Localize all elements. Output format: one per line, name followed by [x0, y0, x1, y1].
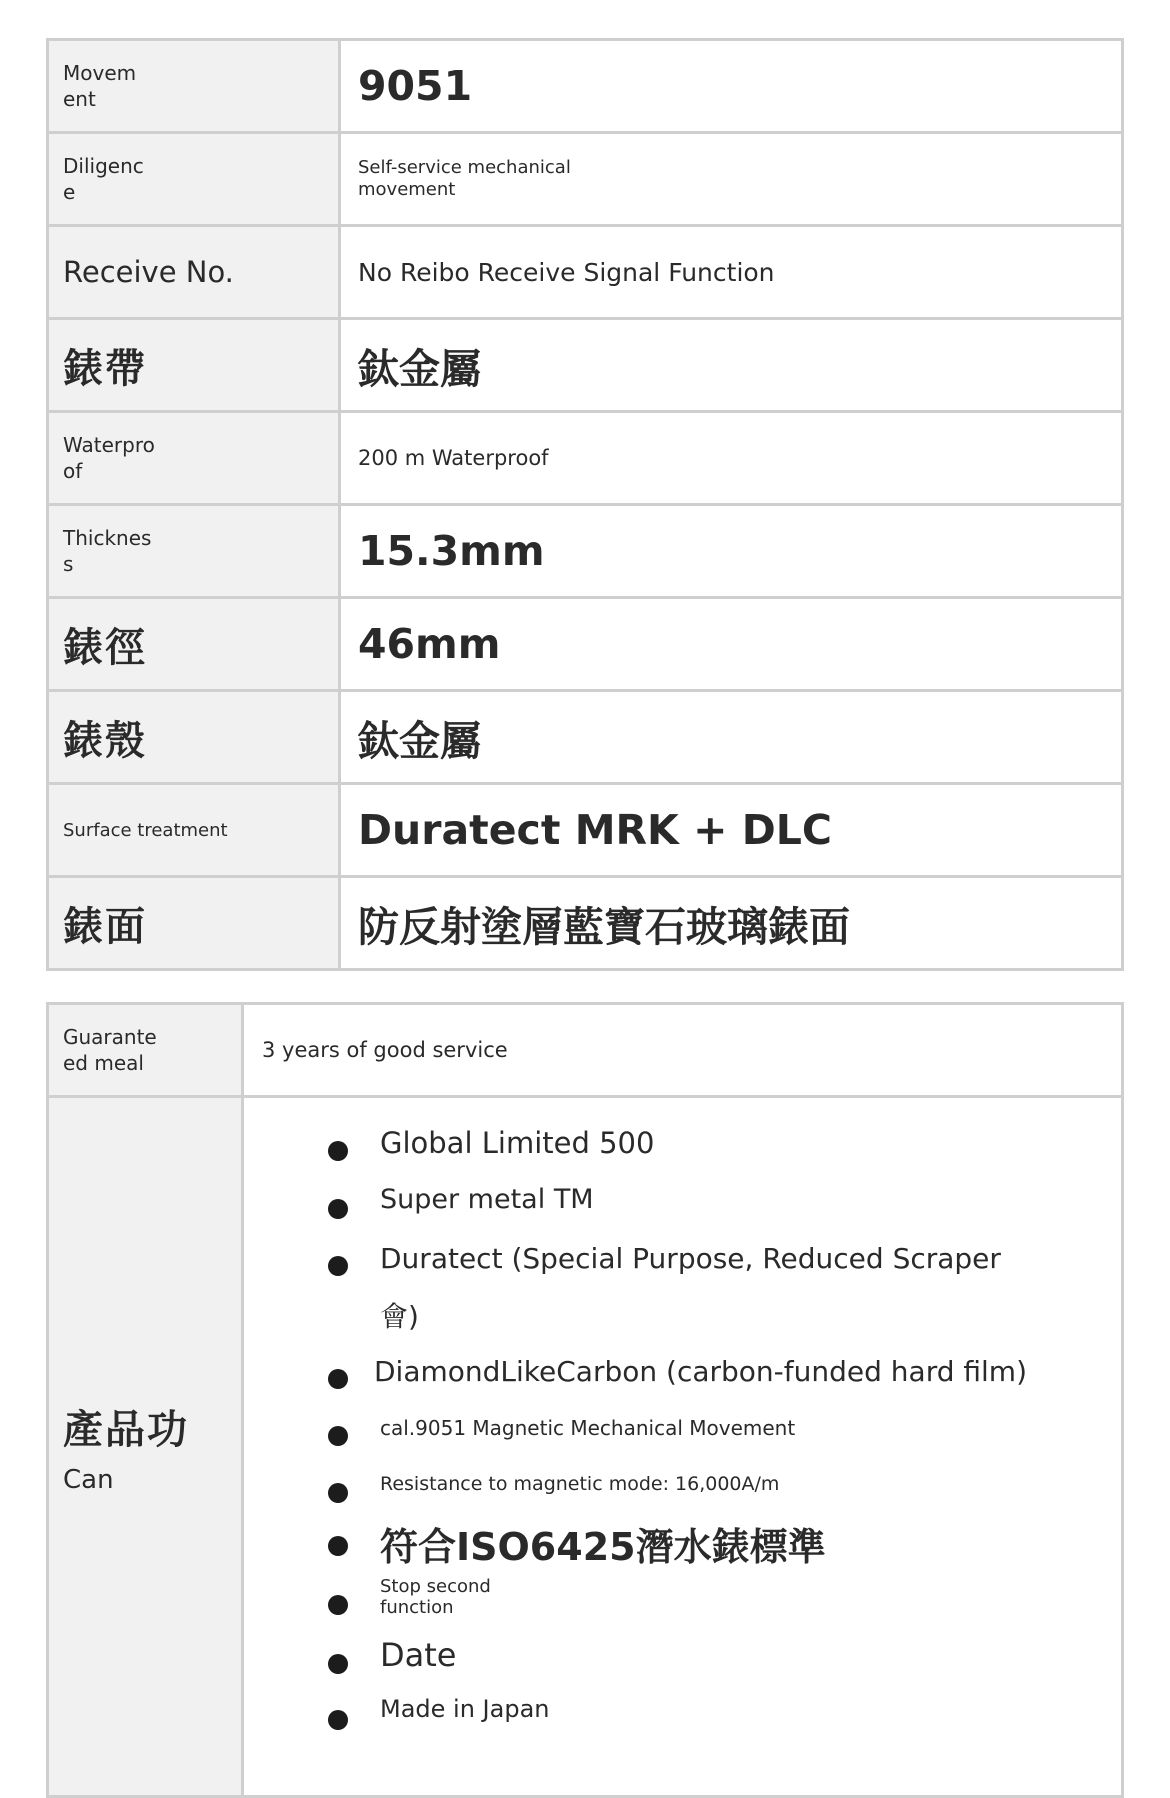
spec-value: 9051: [358, 62, 473, 110]
bullet-icon: [328, 1595, 348, 1615]
feature-text: Date: [380, 1636, 457, 1674]
feature-text: Resistance to magnetic mode: 16,000A/m: [380, 1473, 780, 1495]
spec-row-band: [48, 319, 1123, 412]
bullet-icon: [328, 1369, 348, 1389]
spec-row-case: [48, 691, 1123, 784]
spec-row-crystal: [48, 877, 1123, 970]
spec-label: 錶殼: [63, 717, 147, 764]
bullet-icon: [328, 1256, 348, 1276]
spec-label: Receive No.: [63, 255, 234, 289]
spec-value: No Reibo Receive Signal Function: [358, 257, 775, 287]
guarantee-value: 3 years of good service: [262, 1038, 508, 1062]
spec-row-surface: [48, 784, 1123, 877]
guarantee-row: [48, 1004, 1123, 1097]
spec-value: 鈦金屬: [358, 344, 481, 393]
feature-text: Global Limited 500: [380, 1126, 655, 1160]
spec-row-receive: [48, 226, 1123, 319]
features-row: [48, 1097, 1123, 1797]
bullet-icon: [328, 1426, 348, 1446]
spec-value: 15.3mm: [358, 527, 545, 575]
spec-value: 防反射塗層藍寶石玻璃錶面: [358, 902, 850, 951]
spec-value: Duratect MRK + DLC: [358, 806, 832, 854]
spec-table: [46, 38, 1124, 971]
bullet-icon: [328, 1654, 348, 1674]
spec-value: Self-service mechanical movement: [358, 157, 571, 200]
feature-text: 符合ISO6425潛水錶標準: [380, 1525, 826, 1569]
spec-label: Waterpro of: [63, 433, 155, 483]
spec-row-diameter: [48, 598, 1123, 691]
feature-text: DiamondLikeCarbon (carbon-funded hard film): [374, 1355, 1027, 1388]
feature-table: [46, 1002, 1124, 1798]
bullet-icon: [328, 1710, 348, 1730]
spec-row-movement: [48, 40, 1123, 133]
spec-value: 46mm: [358, 620, 501, 668]
feature-text: Duratect (Special Purpose, Reduced Scraper 會): [380, 1242, 1001, 1333]
spec-row-thickness: [48, 505, 1123, 598]
spec-label: 錶面: [63, 903, 147, 950]
features-label: 產品功: [63, 1407, 189, 1453]
bullet-icon: [328, 1483, 348, 1503]
bullet-icon: [328, 1141, 348, 1161]
feature-text: Made in Japan: [380, 1695, 550, 1723]
bullet-icon: [328, 1536, 348, 1556]
spec-label: 錶帶: [63, 345, 147, 392]
features-sublabel: Can: [63, 1465, 114, 1495]
spec-label: Movem ent: [63, 61, 137, 111]
features-cell: [243, 1097, 1123, 1797]
spec-label: Thicknes s: [63, 526, 152, 576]
spec-label: 錶徑: [63, 624, 147, 671]
spec-label: Diligenc e: [63, 154, 144, 204]
spec-value: 200 m Waterproof: [358, 446, 549, 470]
spec-value: 鈦金屬: [358, 716, 481, 765]
spec-row-diligence: [48, 133, 1123, 226]
bullet-icon: [328, 1199, 348, 1219]
spec-label: Surface treatment: [63, 819, 228, 841]
guarantee-label: Guarante ed meal: [63, 1025, 157, 1075]
feature-text: cal.9051 Magnetic Mechanical Movement: [380, 1416, 796, 1440]
feature-text: Super metal TM: [380, 1184, 594, 1215]
spec-row-waterproof: [48, 412, 1123, 505]
feature-text: Stop second function: [380, 1576, 491, 1618]
